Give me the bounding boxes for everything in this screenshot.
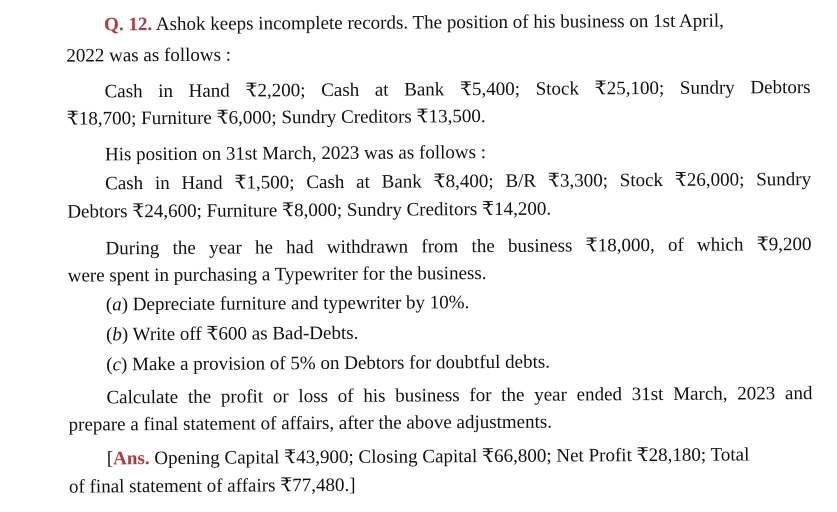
question-intro-line-2: 2022 was as follows : bbox=[66, 44, 232, 67]
question-number: Q. 12. bbox=[104, 14, 153, 36]
intro-text: Ashok keeps incomplete records. The position of his business on 1st April, bbox=[155, 10, 724, 36]
opening-balances-line-1: Cash in Hand ₹2,200; Cash at Bank ₹5,400; Stock ₹25,100; Sundry Debtors bbox=[104, 77, 811, 103]
adjustment-a-text: Depreciate furniture and typewriter by 10%. bbox=[127, 292, 470, 316]
closing-balances-line-2: Debtors ₹24,600; Furniture ₹8,000; Sundry Creditors ₹14,200. bbox=[67, 198, 552, 223]
adjustment-b-text: Write off ₹600 as Bad-Debts. bbox=[128, 322, 359, 346]
drawings-line-1: During the year he had withdrawn from the business ₹18,000, of which ₹9,200 bbox=[105, 234, 812, 260]
opening-balances-line-2: ₹18,700; Furniture ₹6,000; Sundry Creditors ₹13,500. bbox=[66, 106, 486, 130]
answer-line-2: of final statement of affairs ₹77,480.] bbox=[68, 474, 356, 498]
answer-line-1: [Ans. Opening Capital ₹43,900; Closing Capital ₹66,800; Net Profit ₹28,180; Total bbox=[106, 444, 750, 470]
task-line-1: Calculate the profit or loss of his business for the year ended 31st March, 2023 and bbox=[106, 383, 813, 409]
adjustment-c: (c) Make a provision of 5% on Debtors for doubtful debts. bbox=[106, 351, 551, 376]
adjustment-b: (b) Write off ₹600 as Bad-Debts. bbox=[105, 322, 359, 346]
drawings-line-2: were spent in purchasing a Typewriter for the business. bbox=[67, 263, 487, 287]
adjustment-c-text: Make a provision of 5% on Debtors for doubtful debts. bbox=[127, 351, 551, 376]
adjustment-c-marker: c bbox=[112, 354, 122, 376]
closing-position-heading: His position on 31st March, 2023 was as follows : bbox=[104, 142, 487, 166]
adjustment-a-marker: a bbox=[112, 294, 122, 316]
question-intro-line-1 bbox=[104, 8, 724, 39]
closing-balances-line-1: Cash in Hand ₹1,500; Cash at Bank ₹8,400; B/R ₹3,300; Stock ₹26,000; Sundry bbox=[105, 169, 812, 195]
answer-label: Ans. bbox=[113, 448, 150, 470]
adjustment-a: (a) Depreciate furniture and typewriter by 10%. bbox=[105, 292, 470, 316]
adjustment-b-marker: b bbox=[112, 324, 122, 346]
task-line-2: prepare a final statement of affairs, after the above adjustments. bbox=[68, 411, 553, 436]
answer-text-1: Opening Capital ₹43,900; Closing Capital ₹66,800; Net Profit ₹28,180; Total bbox=[154, 444, 750, 470]
